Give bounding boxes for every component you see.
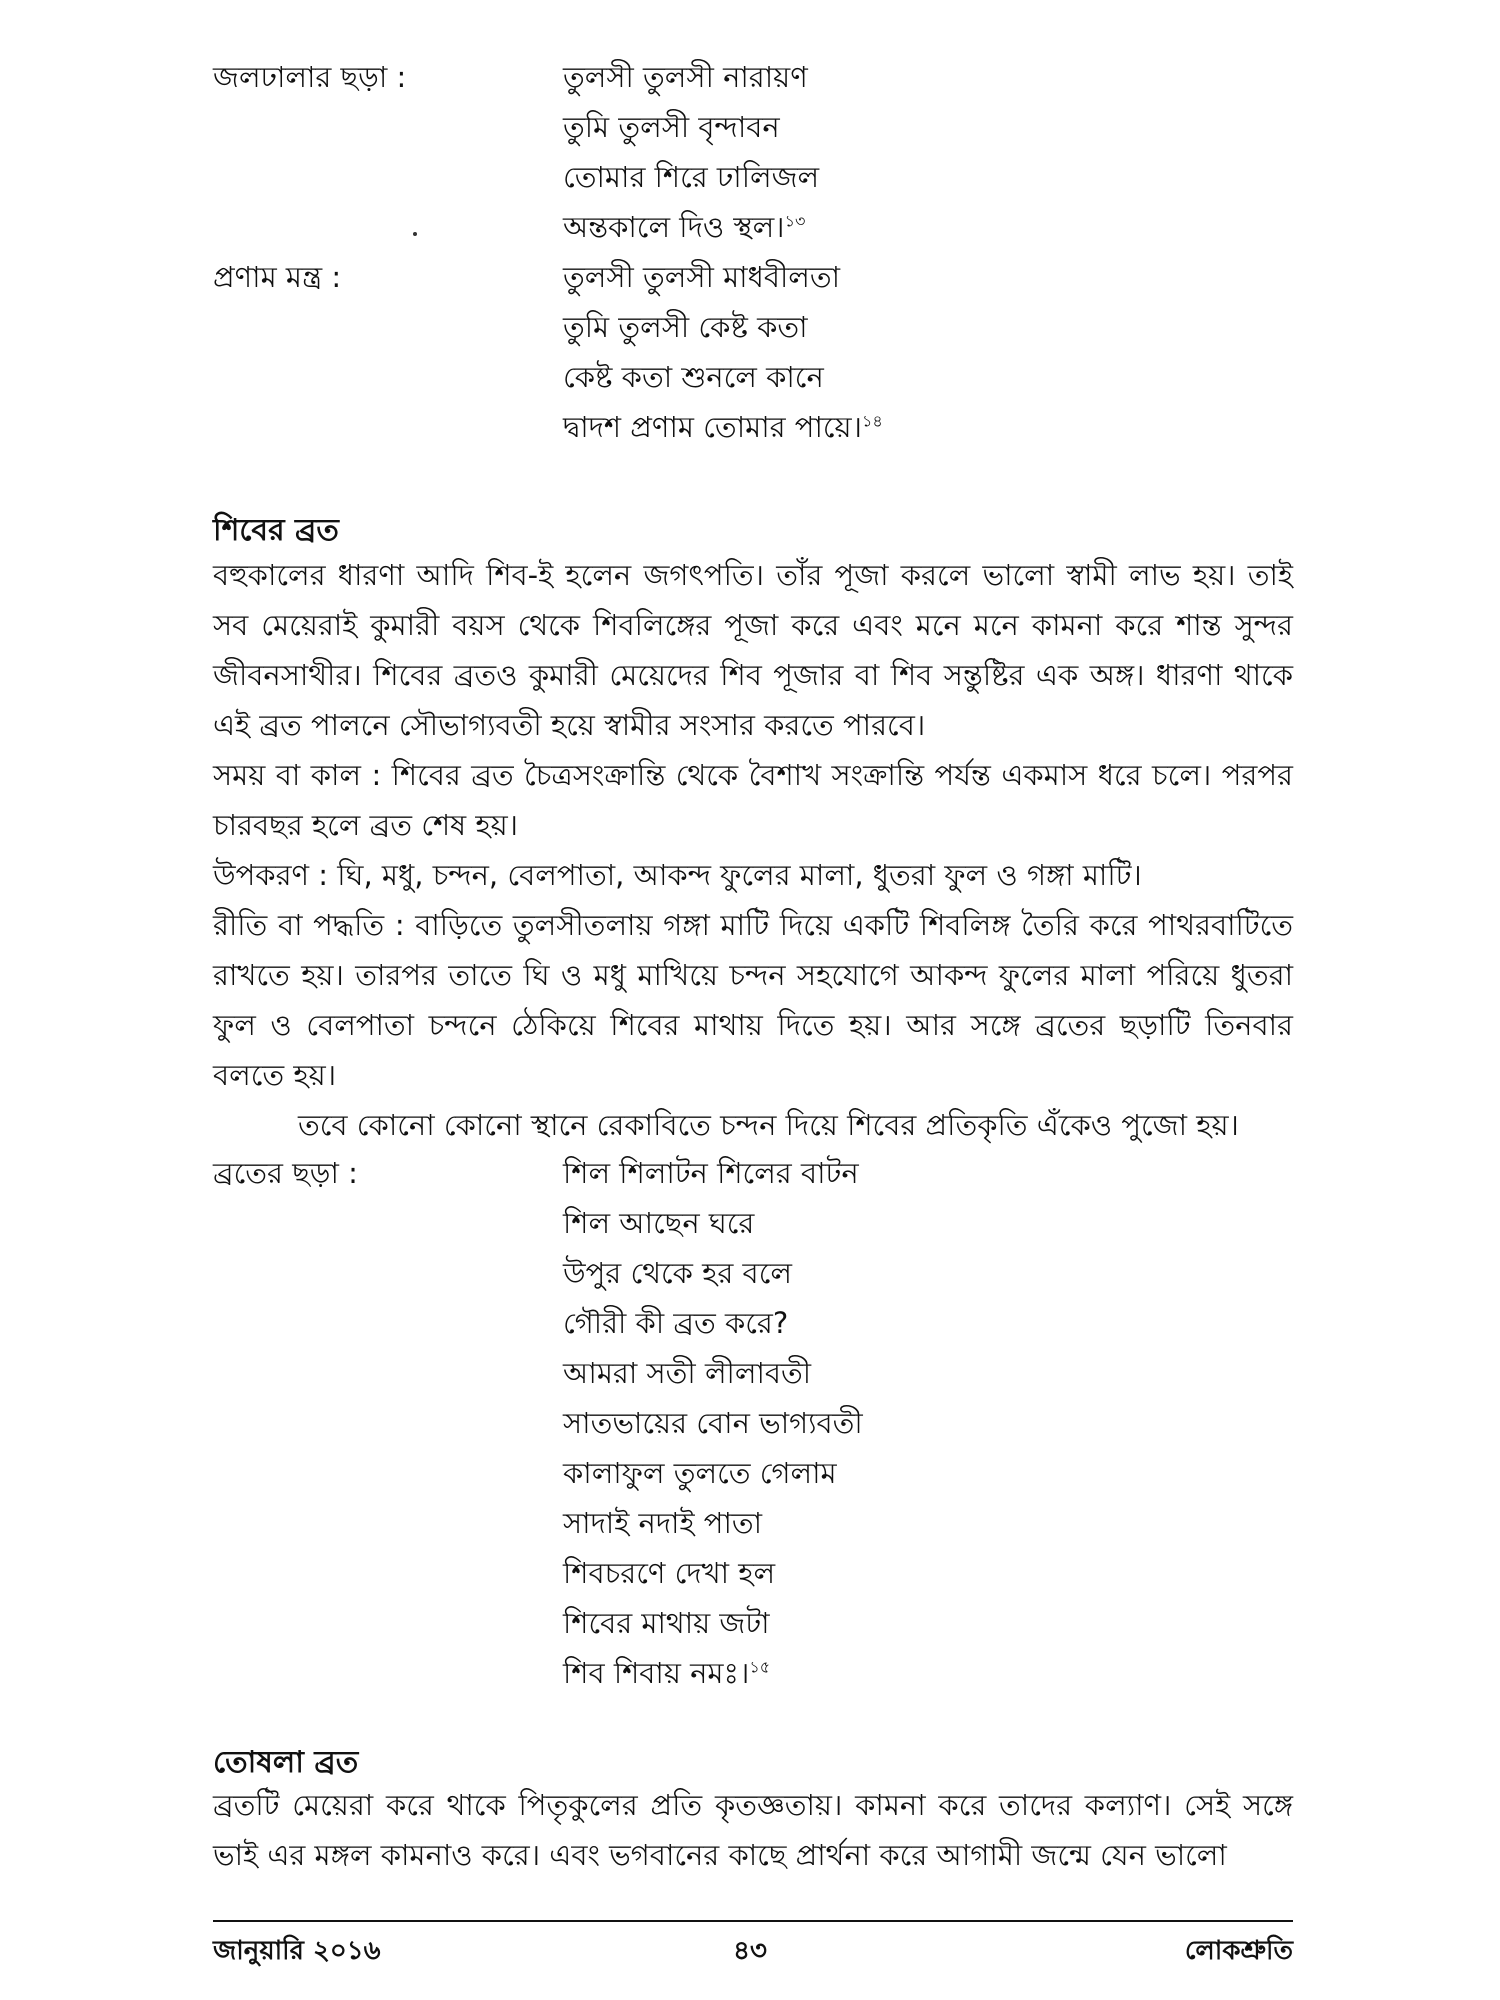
verse-row	[213, 1298, 1313, 1348]
paragraph: উপকরণ : ঘি, মধু, চন্দন, বেলপাতা, আকন্দ ফুলের মালা, ধুতরা ফুল ও গঙ্গা মাটি।	[213, 858, 1142, 892]
footnote-marker: ১৫	[749, 1657, 771, 1677]
verse-row	[213, 352, 1313, 402]
verse-row	[213, 1448, 1313, 1498]
verse-row	[213, 102, 1313, 152]
verse-line: তুলসী তুলসী নারায়ণ	[563, 60, 808, 94]
footer-rule	[213, 1920, 1293, 1922]
verse-row	[213, 202, 1313, 252]
verse-line: শিল আছেন ঘরে	[563, 1206, 755, 1240]
verse-line: তুলসী তুলসী মাধবীলতা	[563, 260, 841, 294]
verse-row	[213, 1348, 1313, 1398]
verse-line	[563, 1648, 770, 1698]
journal-name: লোকশ্রুতি	[1184, 1936, 1293, 1966]
verse-row	[213, 1198, 1313, 1248]
verse-line: তুমি তুলসী কেষ্ট কতা	[563, 310, 808, 344]
paragraph: বহুকালের ধারণা আদি শিব-ই হলেন জগৎপতি। তাঁর পূজা করলে ভালো স্বামী লাভ হয়। তাই সব মেয়েরাই কুমারী বয়স থেকে শিবলিঙ্গের পূজা করে এবং মনে মনে কামনা করে শান্ত সুন্দর জীবনসাথীর। শিবের ব্রতও কুমারী মেয়েদের শিব পূজার বা শিব সন্তুষ্টির এক অঙ্গ। ধারণা থাকে এই ব্রত পালনে সৌভাগ্যবতী হয়ে স্বামীর সংসার করতে পারবে।	[213, 558, 1293, 742]
verse-row	[213, 1498, 1313, 1548]
verse-row	[213, 402, 1313, 452]
pranam-mantra-verse	[213, 252, 1313, 452]
verse-row	[213, 252, 1313, 302]
verse-text: শিব শিবায় নমঃ।	[563, 1656, 750, 1690]
verse-text: অন্তকালে দিও স্থল।	[563, 210, 785, 244]
shiber-brata-body	[213, 550, 1293, 1150]
paragraph: তবে কোনো কোনো স্থানে রেকাবিতে চন্দন দিয়ে শিবের প্রতিকৃতি এঁকেও পুজো হয়।	[298, 1108, 1239, 1142]
verse-label: ব্রতের ছড়া :	[213, 1156, 358, 1190]
verse-line	[563, 202, 805, 252]
verse-line: সাতভায়ের বোন ভাগ্যবতী	[563, 1406, 863, 1440]
verse-row	[213, 1398, 1313, 1448]
verse-row	[213, 152, 1313, 202]
verse-row	[213, 1648, 1313, 1698]
verse-line: কালাফুল তুলতে গেলাম	[563, 1456, 837, 1490]
verse-line: শিবচরণে দেখা হল	[563, 1556, 776, 1590]
verse-line: গৌরী কী ব্রত করে?	[563, 1306, 789, 1340]
verse-text: দ্বাদশ প্রণাম তোমার পায়ে।	[563, 410, 862, 444]
verse-line	[563, 402, 883, 452]
verse-label: জলঢালার ছড়া :	[213, 60, 407, 94]
verse-line: আমরা সতী লীলাবতী	[563, 1356, 812, 1390]
verse-line: সাদাই নদাই পাতা	[563, 1506, 763, 1540]
verse-line: উপুর থেকে হর বলে	[563, 1256, 792, 1290]
verse-label: প্রণাম মন্ত্র :	[213, 260, 342, 294]
verse-line: শিল শিলাটন শিলের বাটন	[563, 1156, 859, 1190]
verse-row	[213, 1248, 1313, 1298]
verse-row	[213, 1548, 1313, 1598]
verse-line: কেষ্ট কতা শুনলে কানে	[563, 360, 824, 394]
verse-line: শিবের মাথায় জটা	[563, 1606, 770, 1640]
paragraph: রীতি বা পদ্ধতি : বাড়িতে তুলসীতলায় গঙ্গা মাটি দিয়ে একটি শিবলিঙ্গ তৈরি করে পাথরবাটিতে রাখতে হয়। তারপর তাতে ঘি ও মধু মাখিয়ে চন্দন সহযোগে আকন্দ ফুলের মালা পরিয়ে ধুতরা ফুল ও বেলপাতা চন্দনে ঠেকিয়ে শিবের মাথায় দিতে হয়। আর সঙ্গে ব্রতের ছড়াটি তিনবার বলতে হয়।	[213, 908, 1293, 1092]
toshla-brata-body	[213, 1780, 1293, 1880]
verse-row	[213, 1148, 1313, 1198]
section-heading: শিবের ব্রত	[213, 513, 339, 548]
verse-line: তুমি তুলসী বৃন্দাবন	[563, 110, 780, 144]
brater-chhora-verse	[213, 1148, 1313, 1698]
page-number: ৪৩	[733, 1936, 767, 1966]
footnote-marker: ১৪	[862, 411, 883, 431]
verse-row	[213, 52, 1313, 102]
footnote-marker: ১৩	[784, 211, 806, 231]
section-heading: তোষলা ব্রত	[213, 1745, 359, 1780]
paragraph: ব্রতটি মেয়েরা করে থাকে পিতৃকুলের প্রতি কৃতজ্ঞতায়। কামনা করে তাদের কল্যাণ। সেই সঙ্গে ভাই এর মঙ্গল কামনাও করে। এবং ভগবানের কাছে প্রার্থনা করে আগামী জন্মে যেন ভালো	[213, 1788, 1293, 1872]
verse-row	[213, 302, 1313, 352]
jal-chhora-verse	[213, 52, 1313, 252]
paragraph: সময় বা কাল : শিবের ব্রত চৈত্রসংক্রান্তি থেকে বৈশাখ সংক্রান্তি পর্যন্ত একমাস ধরে চলে। পরপর চারবছর হলে ব্রত শেষ হয়।	[213, 758, 1293, 842]
verse-row	[213, 1598, 1313, 1648]
footer-date: জানুয়ারি ২০১৬	[213, 1936, 381, 1966]
verse-line: তোমার শিরে ঢালিজল	[563, 160, 820, 194]
